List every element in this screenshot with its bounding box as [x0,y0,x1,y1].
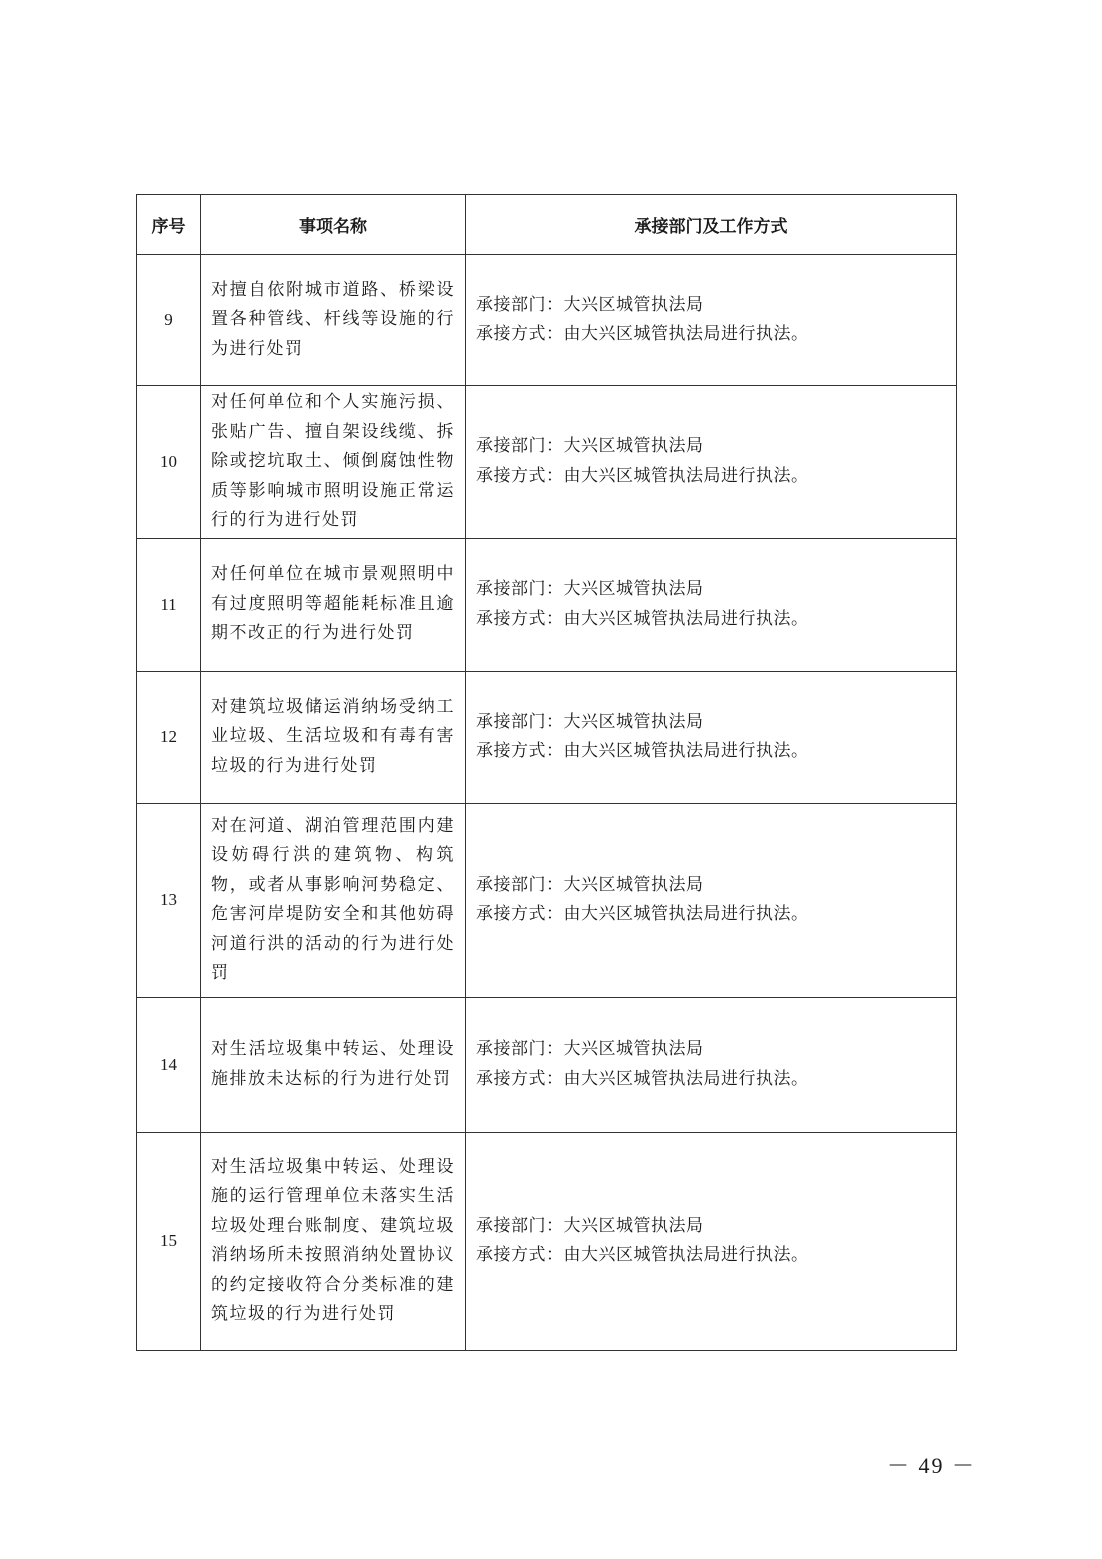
row-number: 13 [137,803,201,997]
method-line: 承接方式：由大兴区城管执法局进行执法。 [476,324,809,344]
header-no: 序号 [137,195,201,255]
table-row [137,538,957,671]
row-number: 10 [137,386,201,539]
row-number: 15 [137,1132,201,1350]
header-dept: 承接部门及工作方式 [466,195,957,255]
method-line: 承接方式：由大兴区城管执法局进行执法。 [476,904,809,924]
table-row [137,671,957,803]
matter-name: 对任何单位和个人实施污损、张贴广告、擅自架设线缆、拆除或挖坑取土、倾倒腐蚀性物质等影响城市照明设施正常运行的行为进行处罚 [201,386,466,539]
dept-method [466,255,957,386]
table-row [137,803,957,997]
header-name: 事项名称 [201,195,466,255]
row-number: 14 [137,997,201,1132]
matter-name: 对在河道、湖泊管理范围内建设妨碍行洪的建筑物、构筑物，或者从事影响河势稳定、危害河岸堤防安全和其他妨碍河道行洪的活动的行为进行处罚 [201,803,466,997]
dept-method [466,386,957,539]
method-line: 承接方式：由大兴区城管执法局进行执法。 [476,1068,809,1089]
matter-name: 对建筑垃圾储运消纳场受纳工业垃圾、生活垃圾和有毒有害垃圾的行为进行处罚 [201,671,466,803]
row-number: 12 [137,671,201,803]
dept-line: 承接部门：大兴区城管执法局 [476,1215,704,1236]
table-row [137,255,957,386]
matter-name: 对任何单位在城市景观照明中有过度照明等超能耗标准且逾期不改正的行为进行处罚 [201,538,466,671]
matter-name: 对生活垃圾集中转运、处理设施排放未达标的行为进行处罚 [201,997,466,1132]
dept-method [466,671,957,803]
dept-line: 承接部门：大兴区城管执法局 [476,436,704,457]
dept-method [466,538,957,671]
dept-method [466,997,957,1132]
method-line: 承接方式：由大兴区城管执法局进行执法。 [476,1245,809,1265]
dept-line: 承接部门：大兴区城管执法局 [476,711,704,732]
table-row [137,997,957,1132]
table-row [137,1132,957,1350]
dept-method [466,1132,957,1350]
method-line: 承接方式：由大兴区城管执法局进行执法。 [476,465,809,486]
table-row [137,386,957,539]
page-number: － 49 － [887,1453,977,1478]
matter-name: 对擅自依附城市道路、桥梁设置各种管线、杆线等设施的行为进行处罚 [201,255,466,386]
matters-table [136,194,957,1351]
matter-name: 对生活垃圾集中转运、处理设施的运行管理单位未落实生活垃圾处理台账制度、建筑垃圾消纳场所未按照消纳处置协议的约定接收符合分类标准的建筑垃圾的行为进行处罚 [201,1132,466,1350]
dept-line: 承接部门：大兴区城管执法局 [476,579,704,599]
method-line: 承接方式：由大兴区城管执法局进行执法。 [476,608,809,629]
table-header-row [137,195,957,255]
dept-line: 承接部门：大兴区城管执法局 [476,874,704,895]
dept-line: 承接部门：大兴区城管执法局 [476,1039,704,1059]
method-line: 承接方式：由大兴区城管执法局进行执法。 [476,741,809,761]
dept-line: 承接部门：大兴区城管执法局 [476,294,704,315]
row-number: 11 [137,538,201,671]
dept-method [466,803,957,997]
row-number: 9 [137,255,201,386]
